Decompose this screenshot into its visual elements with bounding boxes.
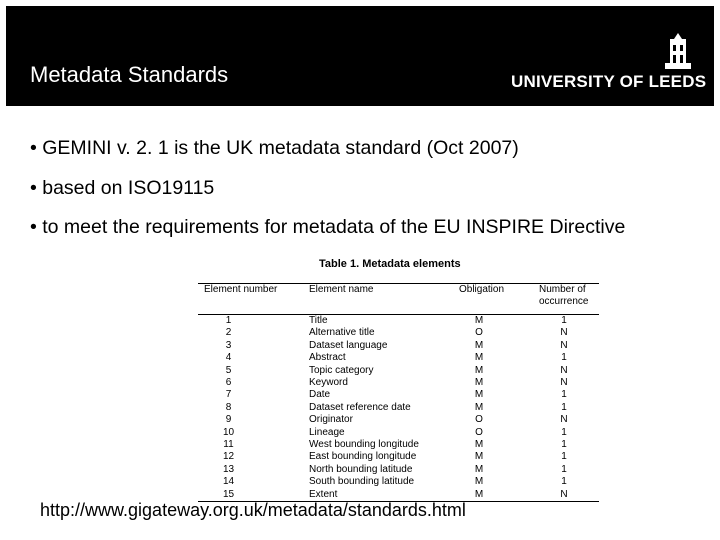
- cell-element-name: Title: [309, 315, 328, 326]
- cell-element-name: Lineage: [309, 426, 345, 438]
- cell-element-name: West bounding longitude: [309, 439, 419, 451]
- cell-element-name: Abstract: [309, 352, 346, 364]
- cell-occurrence: 1: [561, 463, 567, 475]
- cell-element-number: 10: [222, 426, 235, 438]
- metadata-elements-table: [198, 283, 599, 502]
- cell-element-number: 12: [222, 451, 235, 463]
- cell-occurrence: N: [560, 364, 568, 376]
- cell-occurrence: 1: [561, 315, 567, 326]
- table-row: [198, 315, 599, 328]
- cell-occurrence: 1: [561, 401, 567, 413]
- cell-element-name: North bounding latitude: [309, 463, 413, 475]
- cell-occurrence: N: [560, 377, 568, 389]
- cell-element-name: Date: [309, 389, 331, 401]
- cell-occurrence: 1: [561, 476, 567, 488]
- cell-element-number: 7: [225, 389, 232, 401]
- cell-element-number: 9: [225, 414, 232, 426]
- cell-element-name: Keyword: [309, 377, 348, 389]
- parkinson-tower-icon: [661, 33, 695, 69]
- cell-element-number: 2: [225, 327, 232, 339]
- cell-occurrence: 1: [561, 389, 567, 401]
- col-element-number: Element number: [204, 284, 278, 295]
- cell-occurrence: N: [560, 414, 568, 426]
- cell-obligation: M: [474, 377, 484, 389]
- cell-element-number: 4: [225, 352, 232, 364]
- cell-element-number: 8: [225, 401, 232, 413]
- cell-obligation: M: [474, 352, 484, 364]
- cell-obligation: O: [475, 327, 483, 339]
- table-row: [198, 439, 599, 451]
- cell-element-number: 3: [225, 339, 232, 351]
- table-row: [198, 451, 599, 463]
- cell-element-number: 5: [225, 364, 232, 376]
- table-row: [198, 327, 599, 339]
- cell-element-name: Originator: [309, 414, 353, 426]
- cell-obligation: M: [474, 364, 484, 376]
- table-row: [198, 352, 599, 364]
- cell-element-name: East bounding longitude: [309, 451, 417, 463]
- cell-occurrence: 1: [561, 352, 567, 364]
- table-title: Table 1. Metadata elements: [319, 258, 461, 270]
- cell-obligation: M: [474, 488, 484, 500]
- table-body: [198, 315, 599, 502]
- logo-text: UNIVERSITY OF LEEDS: [511, 72, 707, 91]
- cell-element-name: Extent: [309, 488, 338, 500]
- slide-title: Metadata Standards: [30, 62, 229, 87]
- cell-obligation: M: [474, 401, 484, 413]
- cell-element-name: Dataset language: [309, 339, 388, 351]
- cell-obligation: M: [474, 389, 484, 401]
- cell-element-name: Alternative title: [309, 327, 375, 339]
- cell-element-number: 13: [222, 463, 235, 475]
- table-row: [198, 414, 599, 426]
- table-row: [198, 476, 599, 488]
- cell-element-number: 14: [222, 476, 235, 488]
- cell-element-name: South bounding latitude: [309, 476, 415, 488]
- cell-element-number: 15: [222, 488, 235, 500]
- cell-element-number: 6: [225, 377, 232, 389]
- university-logo: [511, 36, 707, 100]
- cell-obligation: M: [474, 451, 484, 463]
- table-row: [198, 340, 599, 352]
- cell-obligation: O: [475, 426, 483, 438]
- cell-obligation: M: [474, 439, 484, 451]
- col-obligation: Obligation: [459, 284, 505, 295]
- cell-obligation: M: [474, 463, 484, 475]
- table-header-row: [198, 284, 599, 315]
- table-row: [198, 464, 599, 476]
- bullet-iso: • based on ISO19115: [30, 177, 215, 199]
- col-element-name: Element name: [309, 284, 374, 295]
- table-row: [198, 427, 599, 439]
- cell-occurrence: 1: [561, 426, 567, 438]
- col-occurrence: Number of occurrence: [539, 284, 589, 307]
- cell-element-number: 11: [223, 439, 234, 451]
- cell-occurrence: N: [560, 327, 568, 339]
- cell-element-number: 1: [225, 315, 232, 326]
- table-row: [198, 389, 599, 401]
- table-row: [198, 377, 599, 389]
- cell-occurrence: 1: [561, 439, 567, 451]
- cell-obligation: M: [474, 339, 484, 351]
- table-row: [198, 365, 599, 377]
- standards-link[interactable]: http://www.gigateway.org.uk/metadata/standards.html: [40, 500, 466, 520]
- cell-occurrence: N: [560, 488, 568, 500]
- table-row: [198, 402, 599, 414]
- bullet-inspire: • to meet the requirements for metadata of the EU INSPIRE Directive: [30, 216, 626, 238]
- cell-obligation: O: [475, 414, 483, 426]
- bullet-gemini: • GEMINI v. 2. 1 is the UK metadata standard (Oct 2007): [30, 137, 519, 159]
- cell-obligation: M: [474, 476, 484, 488]
- cell-obligation: M: [474, 315, 484, 326]
- cell-occurrence: 1: [561, 451, 567, 463]
- cell-element-name: Topic category: [309, 364, 374, 376]
- slide-header: [6, 6, 714, 106]
- cell-occurrence: N: [560, 339, 568, 351]
- cell-element-name: Dataset reference date: [309, 401, 411, 413]
